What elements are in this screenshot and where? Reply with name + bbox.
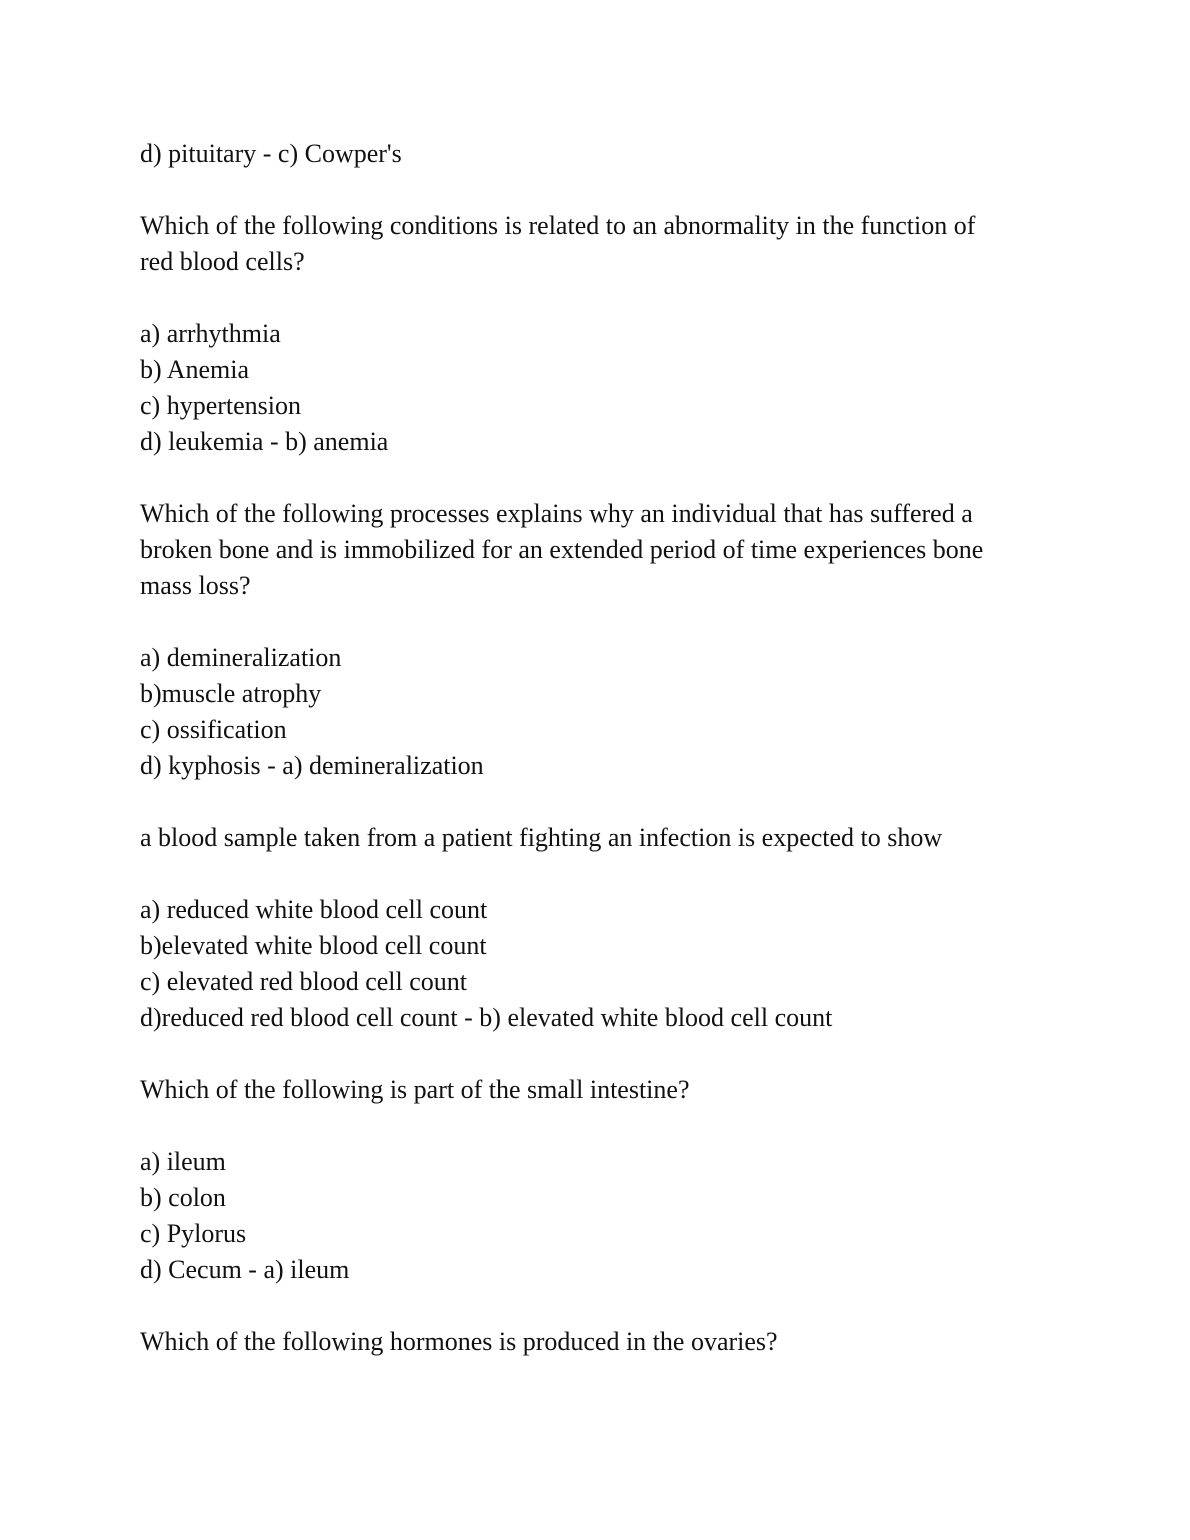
option-b: b) colon <box>140 1183 226 1212</box>
option-a: a) arrhythmia <box>140 319 281 348</box>
option-c: c) elevated red blood cell count <box>140 967 468 996</box>
question-block-3 <box>140 820 1040 1036</box>
option-d-answer: d)reduced red blood cell count - b) elevated white blood cell count <box>140 1003 833 1032</box>
question-block-1 <box>140 208 1040 460</box>
option-b: b)elevated white blood cell count <box>140 931 487 960</box>
option-c: c) hypertension <box>140 391 302 420</box>
paragraph-gap <box>140 1288 1040 1324</box>
question-block-2 <box>140 496 1040 784</box>
option-a: a) demineralization <box>140 643 342 672</box>
option-b: b)muscle atrophy <box>140 679 322 708</box>
option-c: c) ossification <box>140 715 287 744</box>
question-stem: Which of the following is part of the small intestine? <box>140 1075 690 1104</box>
question-stem: mass loss? <box>140 571 251 600</box>
paragraph-gap <box>140 856 1040 892</box>
paragraph-gap <box>140 1036 1040 1072</box>
paragraph-gap <box>140 1108 1040 1144</box>
question-block-4 <box>140 1072 1040 1288</box>
paragraph-gap <box>140 280 1040 316</box>
question-stem: red blood cells? <box>140 247 305 276</box>
paragraph-gap <box>140 604 1040 640</box>
question-stem: Which of the following processes explains why an individual that has suffered a <box>140 499 973 528</box>
paragraph-gap <box>140 784 1040 820</box>
document-page <box>140 136 1040 1360</box>
paragraph-gap <box>140 172 1040 208</box>
option-d-answer: d) leukemia - b) anemia <box>140 427 389 456</box>
question-stem: Which of the following conditions is related to an abnormality in the function of <box>140 211 976 240</box>
question-stem: a blood sample taken from a patient fighting an infection is expected to show <box>140 823 943 852</box>
question-stem: Which of the following hormones is produced in the ovaries? <box>140 1327 778 1356</box>
option-a: a) reduced white blood cell count <box>140 895 488 924</box>
option-d-answer: d) Cecum - a) ileum <box>140 1255 350 1284</box>
option-b: b) Anemia <box>140 355 250 384</box>
option-a: a) ileum <box>140 1147 226 1176</box>
answer-line-prev: d) pituitary - c) Cowper's <box>140 139 402 168</box>
option-c: c) Pylorus <box>140 1219 247 1248</box>
question-stem: broken bone and is immobilized for an extended period of time experiences bone <box>140 535 984 564</box>
option-d-answer: d) kyphosis - a) demineralization <box>140 751 484 780</box>
paragraph-gap <box>140 460 1040 496</box>
question-block-5 <box>140 1324 1040 1360</box>
